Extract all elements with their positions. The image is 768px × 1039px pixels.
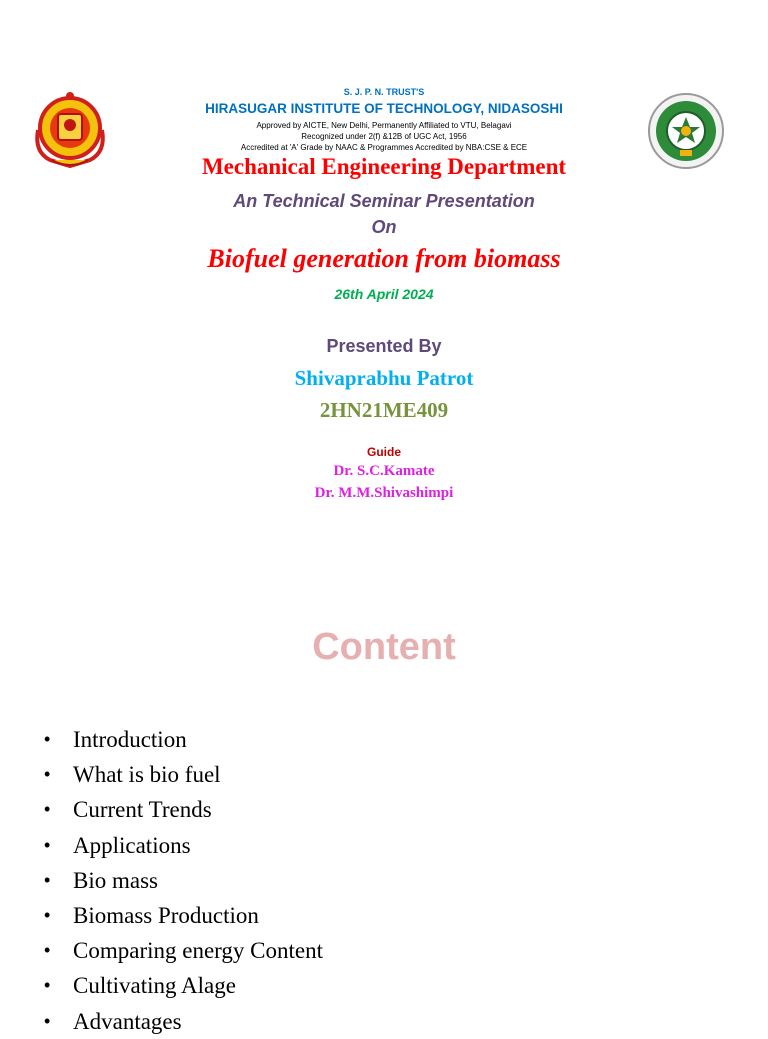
list-item [44, 828, 323, 863]
list-item-label: Advantages [73, 1008, 182, 1034]
bullet-icon: • [44, 764, 51, 785]
bullet-icon: • [44, 834, 51, 855]
institute-name: HIRASUGAR INSTITUTE OF TECHNOLOGY, NIDASOSHI [205, 101, 563, 116]
list-item-label: Comparing energy Content [73, 938, 323, 964]
list-item [44, 933, 323, 968]
seminar-subtitle: An Technical Seminar Presentation [233, 191, 535, 211]
list-item [44, 757, 323, 792]
department-title: Mechanical Engineering Department [201, 154, 567, 179]
list-item [44, 1004, 323, 1039]
guide-name-1: Dr. S.C.Kamate [333, 463, 435, 479]
bullet-icon: • [44, 869, 51, 890]
bullet-icon: • [44, 940, 51, 961]
list-item [44, 898, 323, 933]
on-label: On [371, 217, 397, 237]
approval-line-3: Accredited at 'A' Grade by NAAC & Programmes Accredited by NBA:CSE & ECE [240, 143, 528, 152]
list-item-label: Bio mass [73, 867, 158, 893]
presenter-name: Shivaprabhu Patrot [294, 366, 474, 390]
list-item-label: Cultivating Alage [73, 973, 236, 999]
list-item [44, 722, 323, 757]
bullet-icon: • [44, 799, 51, 820]
list-item [44, 863, 323, 898]
list-item-label: What is bio fuel [73, 762, 221, 788]
content-slide [0, 560, 768, 1034]
presentation-date: 26th April 2024 [334, 286, 434, 302]
list-item-label: Introduction [73, 727, 187, 752]
guide-label: Guide [366, 445, 401, 459]
approval-line-1: Approved by AICTE, New Delhi, Permanently Affiliated to VTU, Belagavi [256, 121, 512, 130]
content-list [44, 722, 323, 1039]
bullet-icon: • [44, 729, 51, 749]
presenter-usn: 2HN21ME409 [319, 398, 449, 422]
guide-name-2: Dr. M.M.Shivashimpi [314, 485, 454, 501]
list-item [44, 792, 323, 827]
content-title: Content [312, 626, 456, 668]
trust-name: S. J. P. N. TRUST'S [343, 87, 425, 97]
list-item-label: Current Trends [73, 797, 212, 823]
topic-title: Biofuel generation from biomass [207, 244, 561, 273]
list-item-label: Applications [73, 832, 191, 858]
bullet-icon: • [44, 1010, 51, 1031]
presented-by-label: Presented By [326, 336, 442, 356]
list-item [44, 968, 323, 1003]
bullet-icon: • [44, 904, 51, 925]
list-item-label: Biomass Production [73, 902, 259, 928]
approval-line-2: Recognized under 2(f) &12B of UGC Act, 1956 [301, 132, 467, 141]
bullet-icon: • [44, 975, 51, 996]
